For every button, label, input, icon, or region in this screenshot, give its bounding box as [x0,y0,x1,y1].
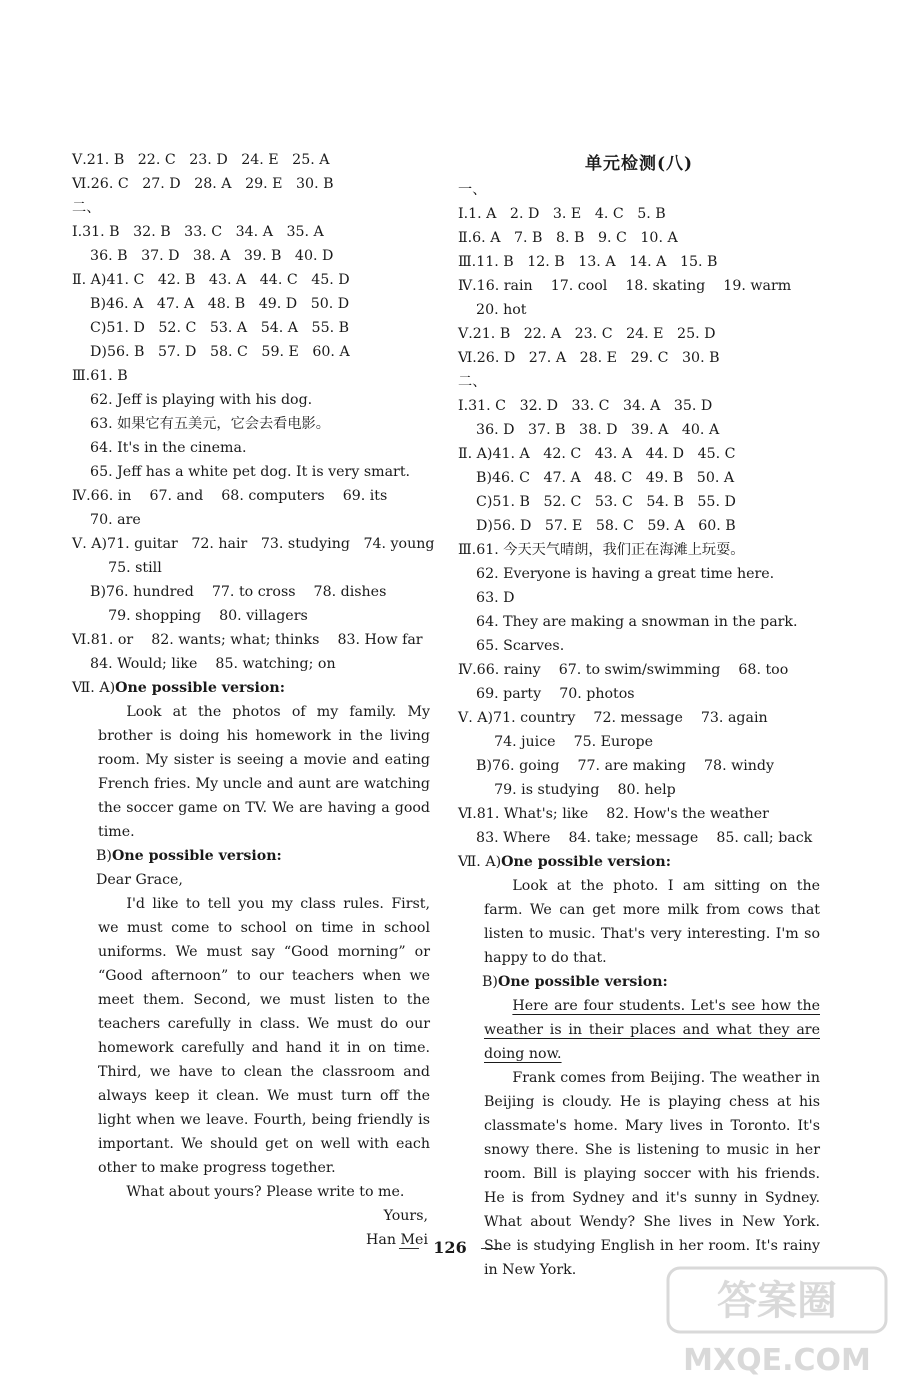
left-writing-b-header: B)One possible version: [96,848,282,864]
letter-name: Han Mei [366,1232,428,1248]
left-line: 70. are [72,512,141,528]
right-line: Ⅴ. A)71. country 72. message 73. again [458,710,768,726]
left-line: 75. still [72,560,162,576]
right-writing-a-header: Ⅶ. A)One possible version: [458,854,671,870]
left-line: 36. B 37. D 38. A 39. B 40. D [72,248,334,264]
left-line: 63. 如果它有五美元，它会去看电影。 [72,416,330,432]
right-column [458,148,820,1282]
left-line: Ⅱ. A)41. C 42. B 43. A 44. C 45. D [72,272,350,288]
footer-dash-left [399,1248,419,1249]
right-line: B)46. C 47. A 48. C 49. B 50. A [458,470,735,486]
left-line: C)51. D 52. C 53. A 54. A 55. B [72,320,350,336]
section-title: 单元检测(八) [584,154,694,174]
right-line: 83. Where 84. take; message 85. call; back [458,830,813,846]
right-line: 63. D [458,590,515,606]
right-line: C)51. B 52. C 53. C 54. B 55. D [458,494,736,510]
left-line: Ⅰ.31. B 32. B 33. C 34. A 35. A [72,224,324,240]
left-line: B)46. A 47. A 48. B 49. D 50. D [72,296,350,312]
right-line: Ⅵ.81. What's; like 82. How's the weather [458,806,769,822]
right-line: 64. They are making a snowman in the park. [458,614,798,630]
right-line: B)76. going 77. are making 78. windy [458,758,775,774]
left-line: 65. Jeff has a white pet dog. It is very smart. [72,464,411,480]
left-writing-a-text: Look at the photos of my family. My brother is doing his homework in the living room. My sister is seeing a movie and eating French fries. My uncle and aunt are watching the soccer game on TV. We are having a good time. [98,704,430,840]
svg-text:答案圈: 答案圈 [717,1278,837,1324]
right-line: Ⅱ.6. A 7. B 8. B 9. C 10. A [458,230,678,246]
right-line: 79. is studying 80. help [458,782,676,798]
right-line: 62. Everyone is having a great time here. [458,566,775,582]
right-line: 20. hot [458,302,527,318]
left-writing-a-header: Ⅶ. A)One possible version: [72,680,285,696]
page-footer [0,1238,900,1257]
left-line: Ⅳ.66. in 67. and 68. computers 69. its [72,488,388,504]
left-line: B)76. hundred 77. to cross 78. dishes [72,584,387,600]
left-line: D)56. B 57. D 58. C 59. E 60. A [72,344,350,360]
right-line: Ⅳ.16. rain 17. cool 18. skating 19. warm [458,278,792,294]
right-line: 74. juice 75. Europe [458,734,653,750]
left-line: 二、 [72,200,101,216]
footer-dash-right [481,1248,501,1249]
svg-text:MXQE.COM: MXQE.COM [683,1343,871,1378]
right-writing-b-text: Frank comes from Beijing. The weather in Beijing is cloudy. He is playing chess at his classmate's home. Mary lives in Toronto. It's snowy there. She is listening to music in her room. Bill is playing soccer with his friends. He is from Sydney and it's sunny in Sydney. What about Wendy? She lives in New York. She is studying English in her room. It's rainy in New York. [484,1070,820,1278]
left-line: 79. shopping 80. villagers [72,608,308,624]
left-answer-lines [72,148,435,676]
right-line: Ⅰ.31. C 32. D 33. C 34. A 35. D [458,398,713,414]
right-line: Ⅵ.26. D 27. A 28. E 29. C 30. B [458,350,720,366]
left-line: 64. It's in the cinema. [72,440,247,456]
right-line: D)56. D 57. E 58. C 59. A 60. B [458,518,736,534]
right-line: Ⅱ. A)41. A 42. C 43. A 44. D 45. C [458,446,736,462]
left-line: Ⅴ.21. B 22. C 23. D 24. E 25. A [72,152,330,168]
right-line: 一、 [458,182,487,198]
right-line: Ⅲ.11. B 12. B 13. A 14. A 15. B [458,254,718,270]
letter-signoff: Yours, [383,1208,428,1224]
left-column [72,148,435,1252]
right-line: 65. Scarves. [458,638,565,654]
right-line: 69. party 70. photos [458,686,635,702]
left-line: Ⅵ.81. or 82. wants; what; thinks 83. How far [72,632,423,648]
right-line: Ⅲ.61. 今天天气晴朗，我们正在海滩上玩耍。 [458,542,745,558]
left-line: 84. Would; like 85. watching; on [72,656,336,672]
left-line: Ⅵ.26. C 27. D 28. A 29. E 30. B [72,176,334,192]
page-number: 126 [433,1238,467,1257]
right-line: 36. D 37. B 38. D 39. A 40. A [458,422,720,438]
right-writing-a-text: Look at the photo. I am sitting on the farm. We can get more milk from cows that listen to music. That's very interesting. I'm so happy to do that. [484,878,820,966]
right-answer-lines [458,178,820,850]
right-line: 二、 [458,374,487,390]
right-writing-b-intro: Here are four students. Let's see how the weather is in their places and what they are doing now. [484,998,820,1062]
right-line: Ⅴ.21. B 22. A 23. C 24. E 25. D [458,326,716,342]
letter-body: I'd like to tell you my class rules. First, we must come to school on time in school uniforms. We must say “Good morning” or “Good afternoon” to our teachers when we meet them. Second, we must listen to the teachers carefully in class. We must do our homework carefully and hand it in on time. Third, we have to clean the classroom and always keep it clean. We must turn off the light when we leave. Fourth, being friendly is important. We should get on well with each other to make progress together. What about yours? Please write to me. [98,896,430,1200]
watermark-logo [662,1262,892,1382]
right-writing-b-header: B)One possible version: [482,974,668,990]
right-line: Ⅰ.1. A 2. D 3. E 4. C 5. B [458,206,666,222]
left-line: Ⅲ.61. B [72,368,128,384]
left-line: 62. Jeff is playing with his dog. [72,392,313,408]
right-line: Ⅳ.66. rainy 67. to swim/swimming 68. too [458,662,789,678]
letter-greeting: Dear Grace, [96,872,183,888]
left-line: Ⅴ. A)71. guitar 72. hair 73. studying 74. young [72,536,435,552]
